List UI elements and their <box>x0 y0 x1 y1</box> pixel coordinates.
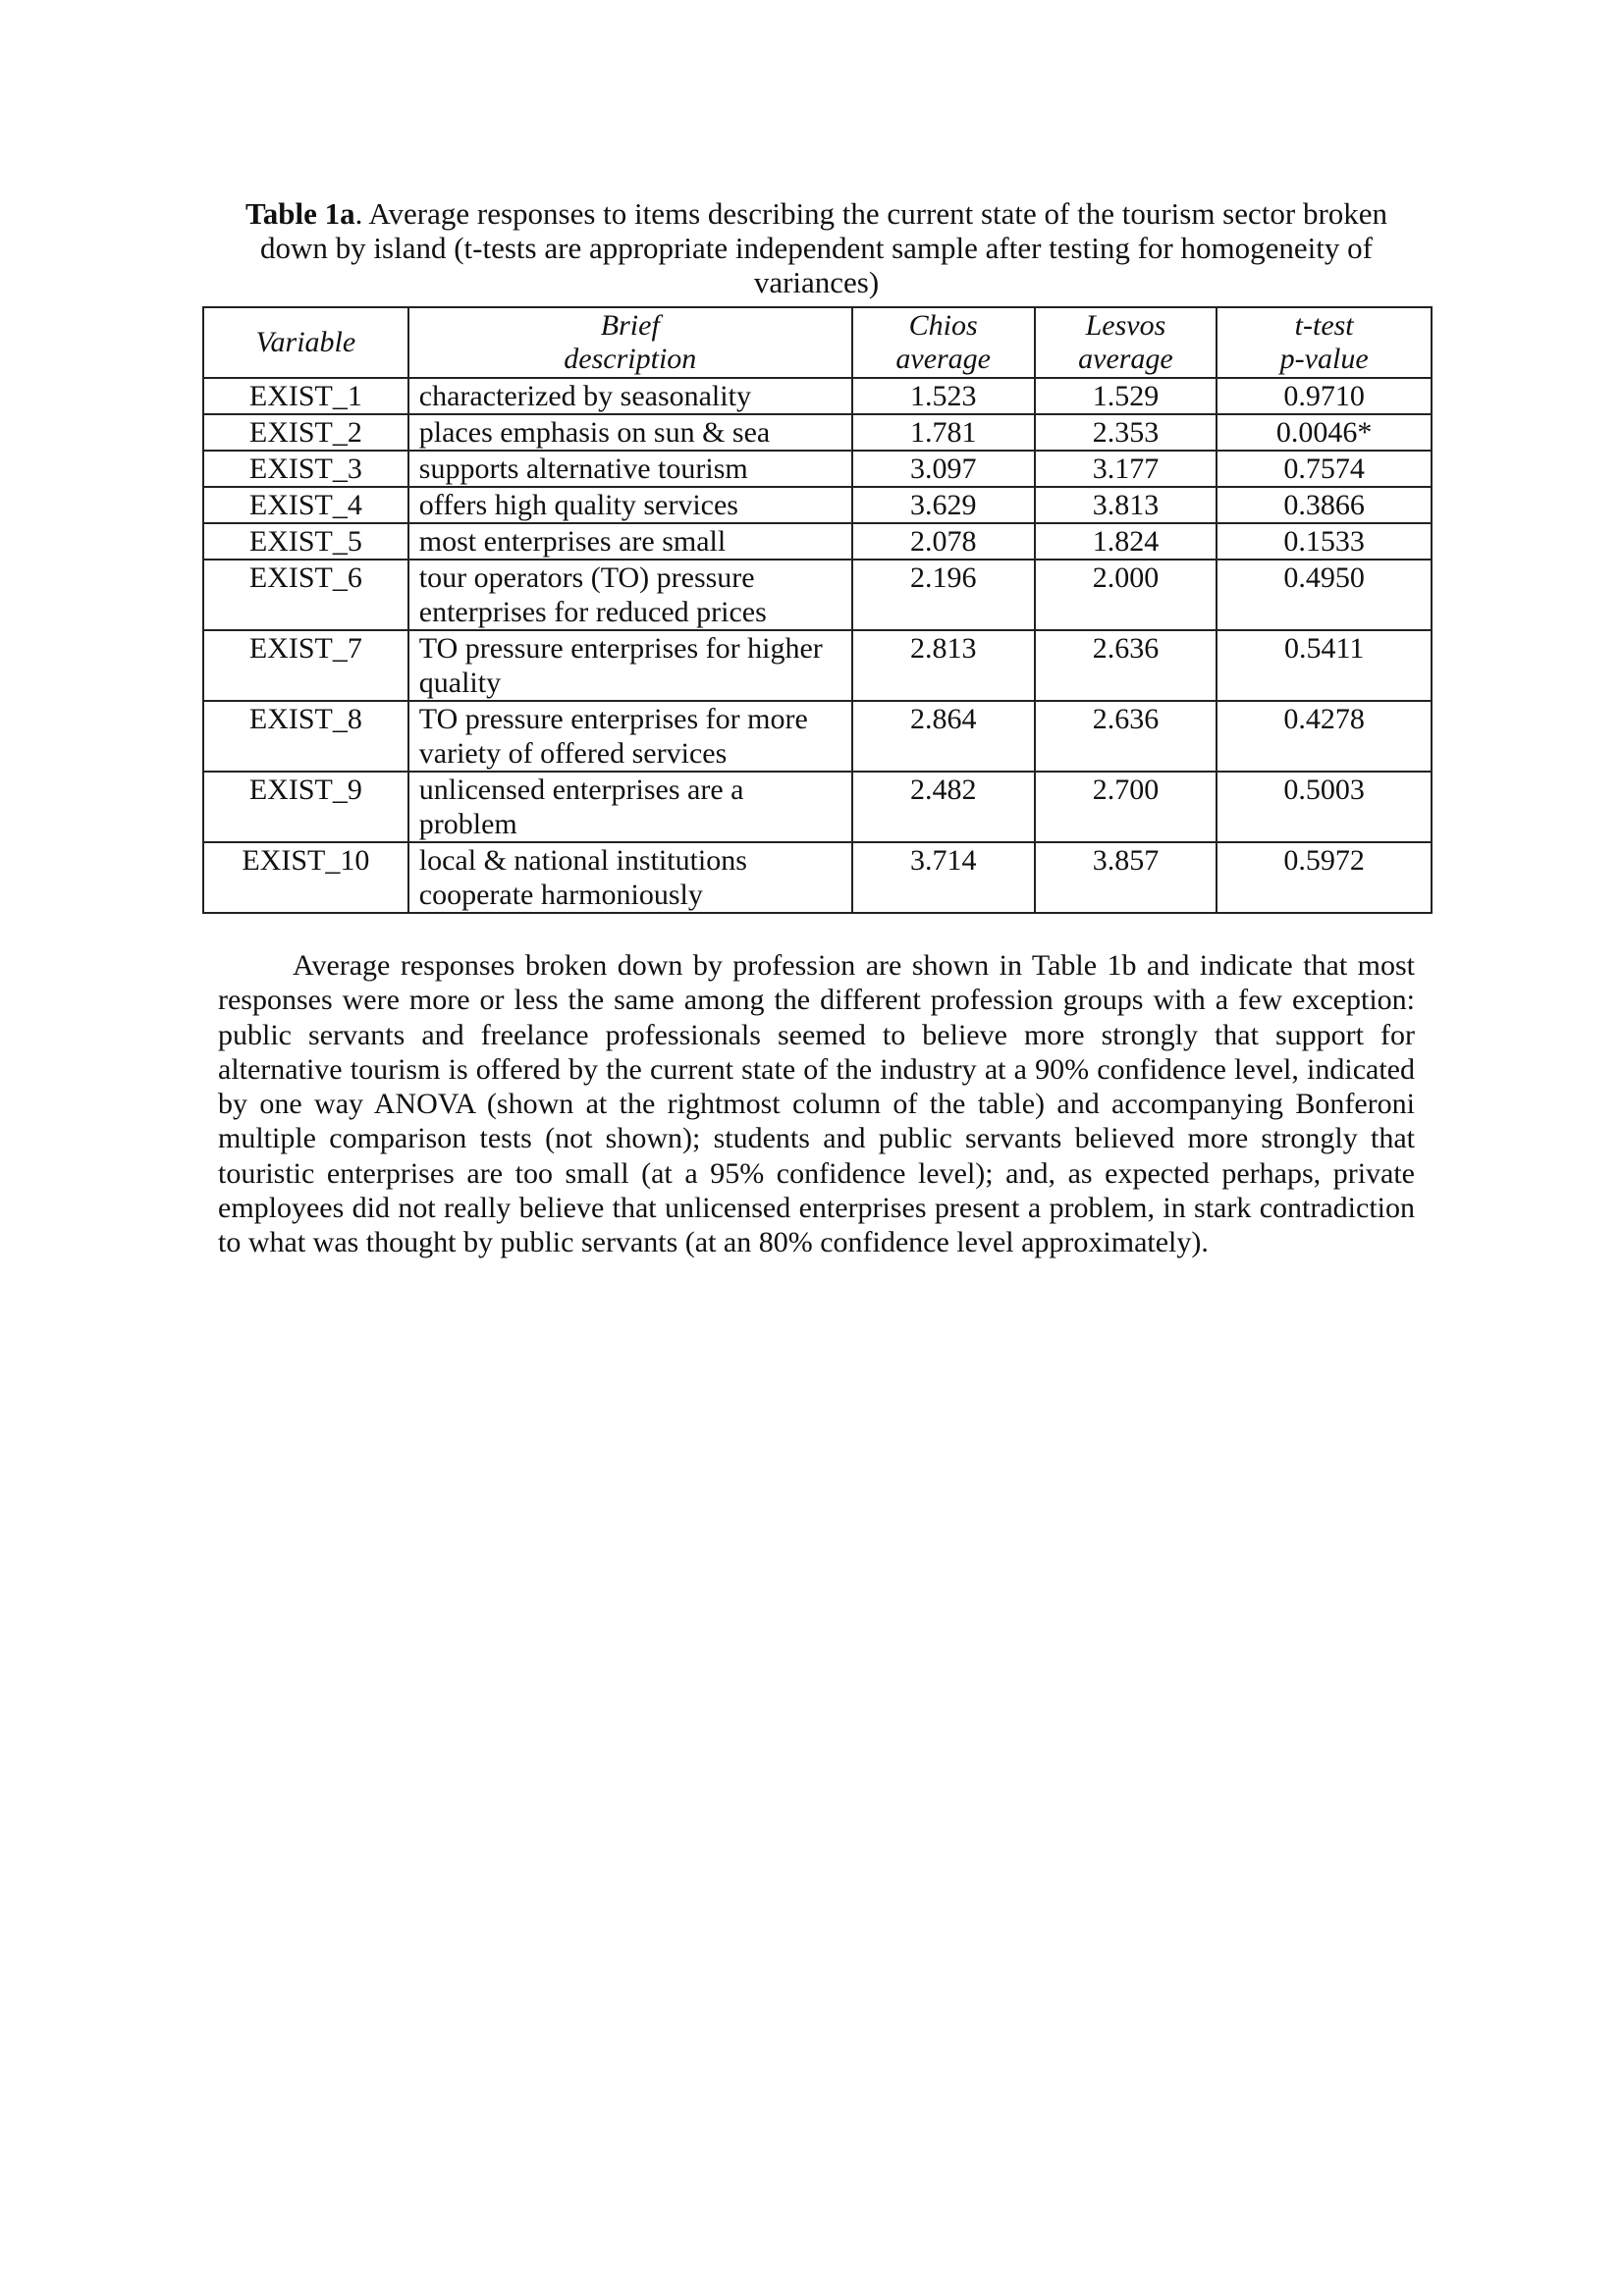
header-variable <box>203 307 408 378</box>
cell-lesvos-average: 1.824 <box>1035 523 1217 560</box>
table-caption-label: Table 1a <box>244 196 355 231</box>
cell-chios-average: 2.482 <box>852 772 1035 842</box>
header-chios-average-line: Chios <box>908 309 978 342</box>
cell-chios-average: 1.781 <box>852 414 1035 451</box>
cell-pvalue: 0.9710 <box>1217 378 1432 414</box>
cell-variable: EXIST_9 <box>203 772 408 842</box>
cell-lesvos-average: 3.177 <box>1035 451 1217 487</box>
table-caption-text: . Average responses to items describing the current state of the tourism sector broken down by island (t-tests are appropriate independent sample after testing for homogeneity of variances) <box>260 196 1388 299</box>
header-lesvos-average-line: average <box>1078 343 1173 375</box>
cell-pvalue: 0.1533 <box>1217 523 1432 560</box>
cell-variable: EXIST_7 <box>203 630 408 701</box>
cell-lesvos-average: 2.353 <box>1035 414 1217 451</box>
cell-variable: EXIST_2 <box>203 414 408 451</box>
header-chios-average <box>852 307 1035 378</box>
cell-description: TO pressure enterprises for higher quality <box>408 630 852 701</box>
cell-chios-average: 2.196 <box>852 560 1035 630</box>
header-ttest-pvalue-line: p-value <box>1279 343 1369 375</box>
cell-pvalue: 0.5411 <box>1217 630 1432 701</box>
cell-chios-average: 3.097 <box>852 451 1035 487</box>
cell-lesvos-average: 3.813 <box>1035 487 1217 523</box>
cell-chios-average: 3.714 <box>852 842 1035 913</box>
cell-pvalue: 0.0046* <box>1217 414 1432 451</box>
cell-pvalue: 0.7574 <box>1217 451 1432 487</box>
cell-description: places emphasis on sun & sea <box>408 414 852 451</box>
header-description-line: Brief <box>600 309 660 342</box>
header-lesvos-average <box>1035 307 1217 378</box>
cell-description: TO pressure enterprises for more variety of offered services <box>408 701 852 772</box>
table-row <box>203 630 1432 701</box>
cell-lesvos-average: 2.636 <box>1035 630 1217 701</box>
cell-lesvos-average: 1.529 <box>1035 378 1217 414</box>
cell-variable: EXIST_10 <box>203 842 408 913</box>
cell-variable: EXIST_4 <box>203 487 408 523</box>
cell-lesvos-average: 2.700 <box>1035 772 1217 842</box>
cell-pvalue: 0.4278 <box>1217 701 1432 772</box>
cell-chios-average: 2.864 <box>852 701 1035 772</box>
table-row <box>203 451 1432 487</box>
header-description-line: description <box>564 343 697 375</box>
cell-description: characterized by seasonality <box>408 378 852 414</box>
cell-description: offers high quality services <box>408 487 852 523</box>
cell-variable: EXIST_1 <box>203 378 408 414</box>
cell-pvalue: 0.5972 <box>1217 842 1432 913</box>
cell-variable: EXIST_6 <box>203 560 408 630</box>
body-paragraph: Average responses broken down by profession are shown in Table 1b and indicate that most responses were more or less the same among the different profession groups with a few exception: public servants and freelance professionals seemed to believe more strongly that support for alternative tourism is offered by the current state of the industry at a 90% confidence level, indicated by one way ANOVA (shown at the rightmost column of the table) and accompanying Bonferoni multiple comparison tests (not shown); students and public servants believed more strongly that touristic enterprises are too small (at a 95% confidence level); and, as expected perhaps, private employees did not really believe that unlicensed enterprises present a problem, in stark contradiction to what was thought by public servants (at an 80% confidence level approximately). <box>218 949 1415 1259</box>
table-row <box>203 842 1432 913</box>
results-table <box>202 306 1433 914</box>
cell-description: most enterprises are small <box>408 523 852 560</box>
table-header-row <box>203 307 1432 378</box>
header-variable-line: Variable <box>255 326 356 358</box>
cell-lesvos-average: 2.636 <box>1035 701 1217 772</box>
cell-lesvos-average: 3.857 <box>1035 842 1217 913</box>
table-row <box>203 772 1432 842</box>
cell-chios-average: 1.523 <box>852 378 1035 414</box>
cell-variable: EXIST_8 <box>203 701 408 772</box>
table-row <box>203 378 1432 414</box>
table-caption <box>236 196 1397 299</box>
cell-lesvos-average: 2.000 <box>1035 560 1217 630</box>
cell-variable: EXIST_3 <box>203 451 408 487</box>
cell-chios-average: 2.813 <box>852 630 1035 701</box>
table-row <box>203 560 1432 630</box>
cell-pvalue: 0.5003 <box>1217 772 1432 842</box>
cell-description: supports alternative tourism <box>408 451 852 487</box>
table-row <box>203 414 1432 451</box>
table-body <box>203 378 1432 913</box>
cell-pvalue: 0.3866 <box>1217 487 1432 523</box>
header-description <box>408 307 852 378</box>
header-chios-average-line: average <box>895 343 991 375</box>
table-row <box>203 701 1432 772</box>
cell-variable: EXIST_5 <box>203 523 408 560</box>
header-ttest-pvalue <box>1217 307 1432 378</box>
cell-pvalue: 0.4950 <box>1217 560 1432 630</box>
cell-description: local & national institutions cooperate harmoniously <box>408 842 852 913</box>
table-row <box>203 487 1432 523</box>
cell-description: unlicensed enterprises are a problem <box>408 772 852 842</box>
header-lesvos-average-line: Lesvos <box>1085 309 1166 342</box>
cell-chios-average: 2.078 <box>852 523 1035 560</box>
header-ttest-pvalue-line: t-test <box>1294 309 1354 342</box>
table-row <box>203 523 1432 560</box>
cell-chios-average: 3.629 <box>852 487 1035 523</box>
cell-description: tour operators (TO) pressure enterprises for reduced prices <box>408 560 852 630</box>
